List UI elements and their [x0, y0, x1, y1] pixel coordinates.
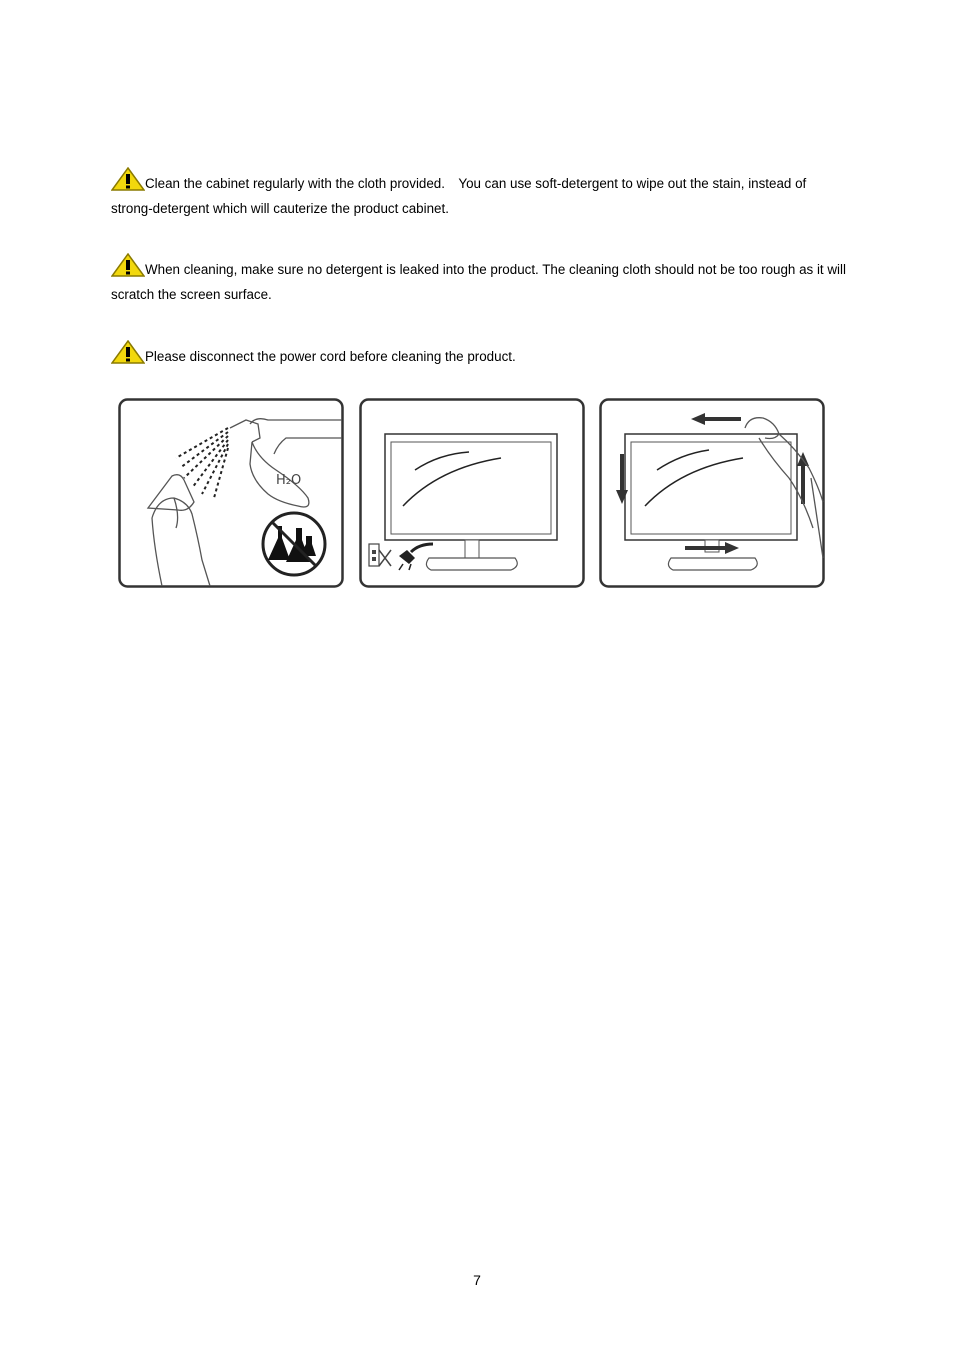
spray-cleaning-illustration: [118, 398, 344, 588]
cleaning-note: [111, 253, 851, 307]
spray-bottle-label: H₂O: [276, 473, 302, 488]
unplug-illustration: [359, 398, 585, 588]
cleaning-illustrations: [118, 398, 830, 590]
cleaning-note: [111, 340, 851, 369]
warning-icon: [111, 253, 145, 277]
cleaning-note: [111, 167, 851, 221]
note-text: Please disconnect the power cord before cleaning the product.: [145, 349, 516, 364]
note-text: When cleaning, make sure no detergent is leaked into the product. The cleaning cloth should not be too rough as it will scratch the screen surface.: [111, 262, 846, 302]
page-number: 7: [473, 1272, 481, 1288]
no-chemicals-icon: [263, 513, 325, 575]
wipe-screen-illustration: [599, 398, 825, 588]
note-text: Clean the cabinet regularly with the cloth provided. You can use soft-detergent to wipe out the stain, instead of strong-detergent which will cauterize the product cabinet.: [111, 176, 807, 216]
warning-icon: [111, 167, 145, 191]
warning-icon: [111, 340, 145, 364]
